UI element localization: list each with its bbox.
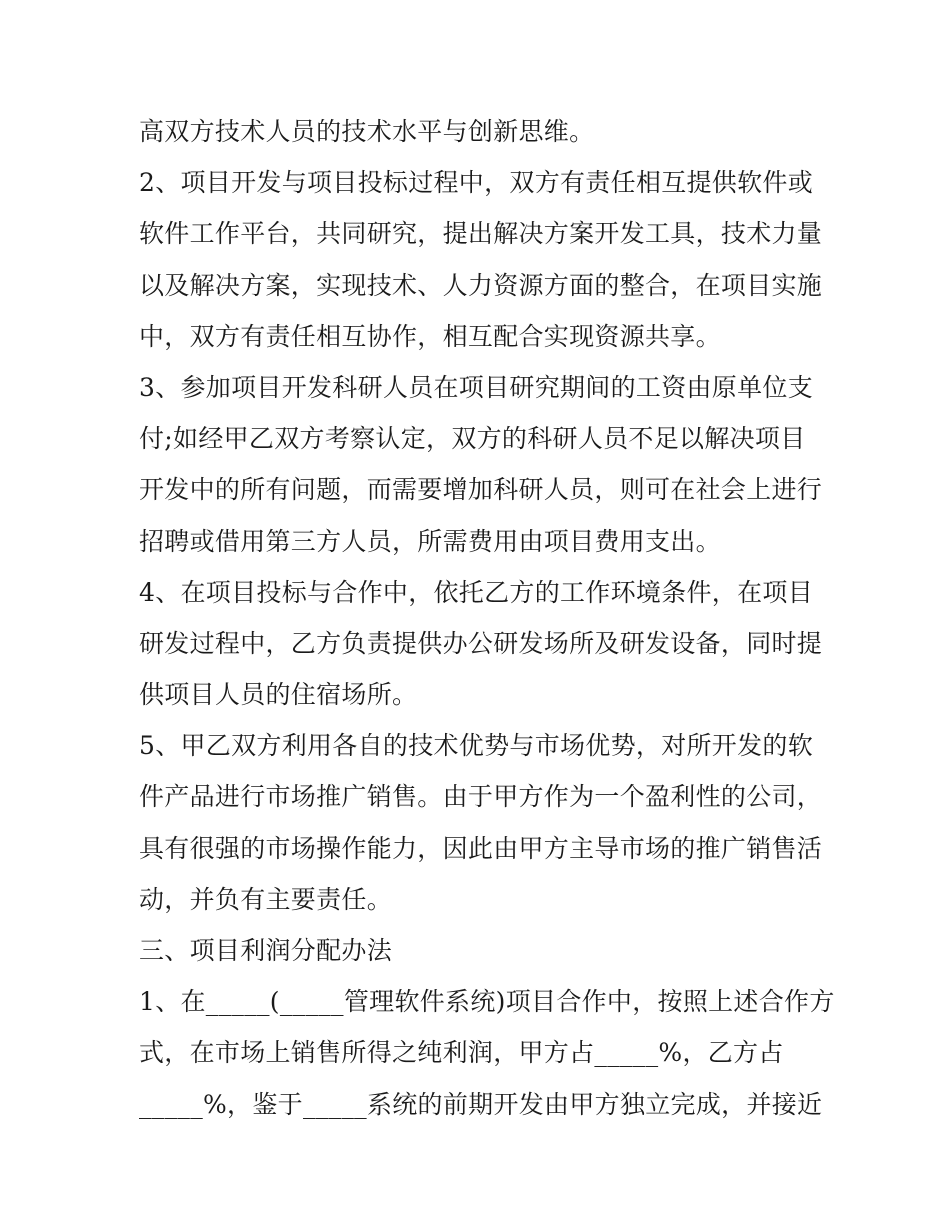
section-heading: 三、项目利润分配办法 xyxy=(139,936,393,965)
text-line: 动，并负有主要责任。 xyxy=(139,884,393,914)
text-line: 5、甲乙双方利用各自的技术优势与市场优势，对所开发的软 xyxy=(139,731,814,761)
text-line: 1、在_____(_____管理软件系统)项目合作中，按照上述合作方 xyxy=(139,987,835,1017)
text-line: 开发中的所有问题，而需要增加科研人员，则可在社会上进行 xyxy=(139,475,823,505)
text-line: 4、在项目投标与合作中，依托乙方的工作环境条件，在项目 xyxy=(139,577,814,607)
text-line: 招聘或借用第三方人员，所需费用由项目费用支出。 xyxy=(139,526,721,556)
text-line: 3、参加项目开发科研人员在项目研究期间的工资由原单位支 xyxy=(139,372,814,402)
text-line: 研发过程中，乙方负责提供办公研发场所及研发设备，同时提 xyxy=(139,628,823,658)
text-line: 高双方技术人员的技术水平与创新思维。 xyxy=(139,117,595,146)
document-body xyxy=(139,106,835,1130)
text-line: 供项目人员的住宿场所。 xyxy=(139,680,418,710)
text-line: _____%，鉴于_____系统的前期开发由甲方独立完成，并接近 xyxy=(139,1089,823,1119)
text-line: 2、项目开发与项目投标过程中，双方有责任相互提供软件或 xyxy=(139,168,814,198)
text-line: 式，在市场上销售所得之纯利润，甲方占_____%，乙方占 xyxy=(139,1038,784,1068)
text-line: 付;如经甲乙双方考察认定，双方的科研人员不足以解决项目 xyxy=(139,424,806,454)
text-line: 具有很强的市场操作能力，因此由甲方主导市场的推广销售活 xyxy=(139,833,823,863)
text-line: 件产品进行市场推广销售。由于甲方作为一个盈利性的公司， xyxy=(139,782,823,812)
text-line: 中，双方有责任相互协作，相互配合实现资源共享。 xyxy=(139,321,721,351)
text-line: 以及解决方案，实现技术、人力资源方面的整合，在项目实施 xyxy=(139,270,823,300)
text-line: 软件工作平台，共同研究，提出解决方案开发工具，技术力量 xyxy=(139,219,823,249)
